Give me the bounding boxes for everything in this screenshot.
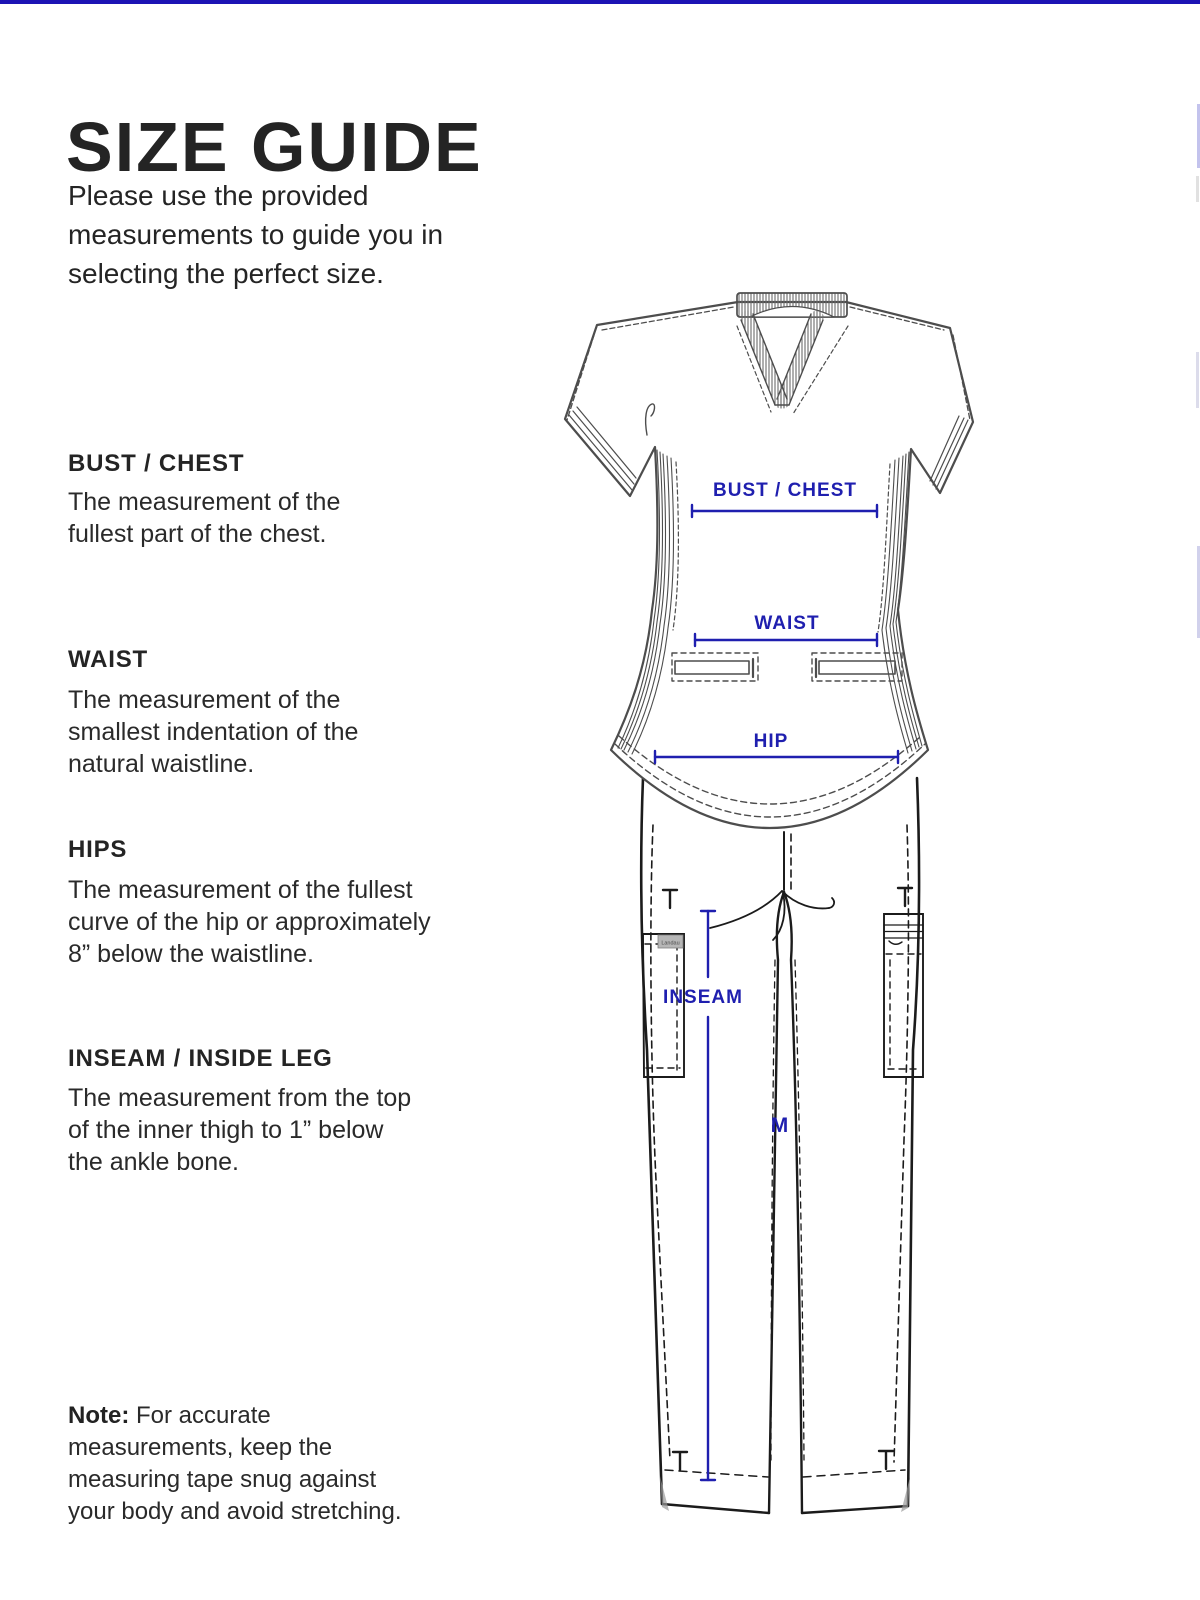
- heading-inseam: INSEAM / INSIDE LEG: [68, 1045, 333, 1072]
- note-label: Note:: [68, 1402, 130, 1429]
- drawstring: [710, 891, 834, 940]
- definition-hips: [68, 874, 431, 970]
- page-edge-artifact: [1196, 352, 1199, 408]
- bust-chest-measure: [692, 480, 877, 517]
- note-text: For accurate: [136, 1402, 271, 1429]
- waist-label: WAIST: [754, 613, 820, 634]
- intro-line: selecting the perfect size.: [68, 258, 384, 289]
- intro-line: Please use the provided: [68, 180, 369, 211]
- pocket-brand-tag: Landau: [661, 940, 680, 947]
- note-line: [68, 1400, 402, 1432]
- definition-line: The measurement of the: [68, 488, 341, 516]
- note-line: measurements, keep the: [68, 1434, 333, 1461]
- definition-line: 8” below the waistline.: [68, 940, 314, 968]
- definition-inseam: [68, 1082, 411, 1178]
- page-edge-artifact: [1196, 176, 1199, 202]
- heading-bust-chest: BUST / CHEST: [68, 450, 245, 477]
- heading-waist: WAIST: [68, 646, 148, 673]
- size-label: M: [770, 1114, 790, 1137]
- definition-line: fullest part of the chest.: [68, 520, 327, 548]
- note-line: your body and avoid stretching.: [68, 1498, 402, 1525]
- bust-chest-label: BUST / CHEST: [713, 480, 857, 501]
- definition-line: The measurement from the top: [68, 1084, 412, 1112]
- inseam-measure: [663, 911, 743, 1480]
- intro-text: [68, 176, 443, 293]
- page-title: SIZE GUIDE: [66, 107, 483, 186]
- top-accent-border: [0, 0, 1200, 4]
- heading-hips: HIPS: [68, 836, 128, 863]
- hip-label: HIP: [753, 731, 789, 752]
- note-line: measuring tape snug against: [68, 1466, 377, 1493]
- definition-waist: [68, 684, 358, 780]
- definition-line: The measurement of the fullest: [68, 876, 413, 904]
- measurement-note: [68, 1400, 402, 1528]
- scrub-pants-illustration: [641, 778, 923, 1513]
- zipper-pull-icon: [889, 941, 902, 944]
- definition-bust-chest: [68, 486, 340, 550]
- inseam-label: INSEAM: [663, 987, 743, 1008]
- definition-line: natural waistline.: [68, 750, 255, 778]
- definition-line: The measurement of the: [68, 686, 341, 714]
- definition-line: curve of the hip or approximately: [68, 908, 431, 936]
- definition-line: of the inner thigh to 1” below: [68, 1116, 384, 1144]
- definition-line: the ankle bone.: [68, 1148, 239, 1176]
- intro-line: measurements to guide you in: [68, 219, 444, 250]
- size-guide-diagram: [540, 280, 1000, 1530]
- definition-line: smallest indentation of the: [68, 718, 359, 746]
